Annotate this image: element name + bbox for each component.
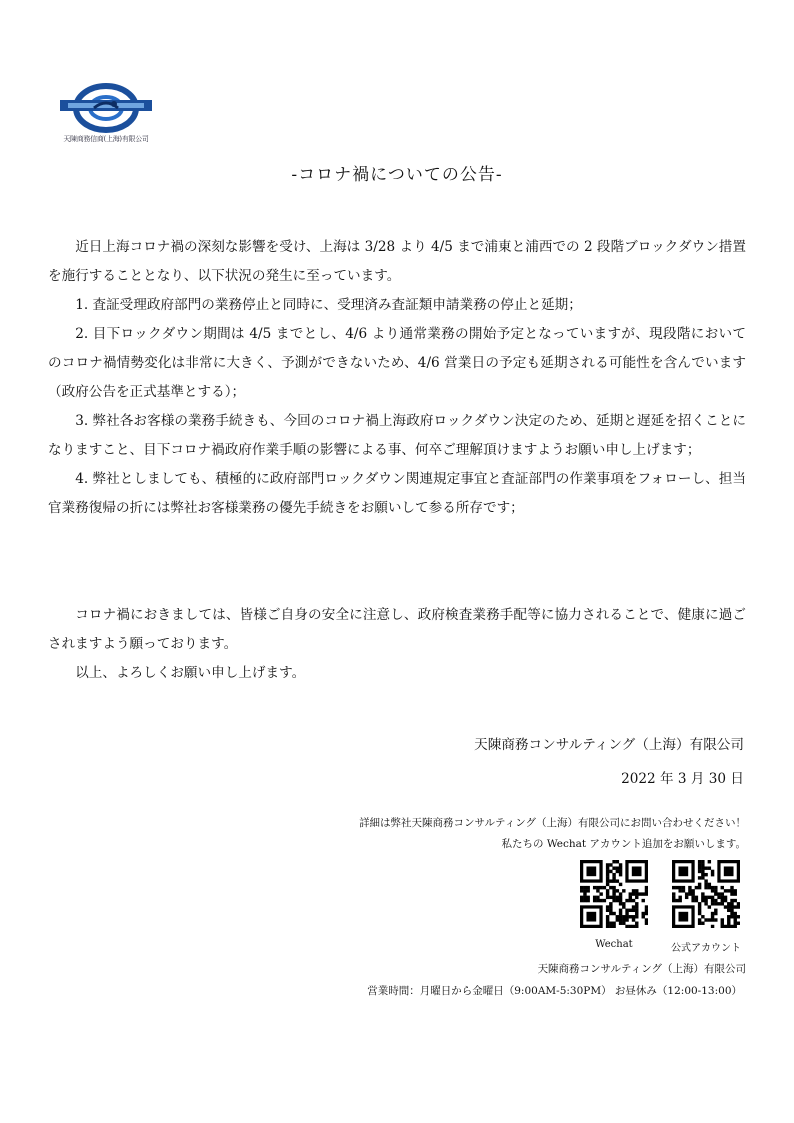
contact-line-2: 私たちの Wechat アカウント追加をお願いします。 xyxy=(501,838,746,850)
official-account-qr-code xyxy=(672,860,740,928)
intro-paragraph: 近日上海コロナ禍の深刻な影響を受け、上海は 3/28 より 4/5 まで浦東と浦西での 2 段階ブロックダウン措置を施行することとなり、以下状況の発生に至っています。 xyxy=(48,239,746,284)
signature-company: 天陳商務コンサルティング（上海）有限公司 xyxy=(474,737,744,753)
company-logo xyxy=(54,82,158,144)
contact-line-1: 詳細は弊社天陳商務コンサルティング（上海）有限公司にお問い合わせください！ xyxy=(359,817,746,829)
closing-section xyxy=(48,601,746,688)
logo-emblem-icon xyxy=(54,82,158,136)
contact-company: 天陳商務コンサルティング（上海）有限公司 xyxy=(537,963,746,975)
closing-regards: 以上、よろしくお願い申し上げます。 xyxy=(75,665,306,681)
qr-code-icon xyxy=(672,860,740,928)
official-account-qr-label: 公式アカウント xyxy=(671,943,741,954)
item-1-paragraph: 1. 査証受理政府部門の業務停止と同時に、受理済み査証類申請業務の停止と延期； xyxy=(75,297,582,313)
qr-code-icon xyxy=(580,860,648,928)
page-title: -コロナ禍についての公告- xyxy=(291,165,503,185)
item-3-paragraph: 3. 弊社各お客様の業務手続きも、今回のコロナ禍上海政府ロックダウン決定のため、延期と遅延を招くことになりますこと、目下コロナ禍政府作業手順の影響による事、何卒ご理解頂けますようお願い申し上げます； xyxy=(48,413,746,458)
item-2-paragraph: 2. 目下ロックダウン期間は 4/5 までとし、4/6 より通常業務の開始予定となっていますが、現段階においてのコロナ禍情勢変化は非常に大きく、予測ができないため、4/6 営業日の予定も延期される可能性を含んでいます（政府公告を正式基準とする）； xyxy=(48,326,746,400)
business-hours: 営業時間：月曜日から金曜日（9:00AM-5:30PM） お昼休み（12:00-13:00） xyxy=(367,985,742,997)
closing-paragraph: コロナ禍におきましては、皆様ご自身の安全に注意し、政府検査業務手配等に協力されることで、健康に過ごされますよう願っております。 xyxy=(48,607,746,652)
signature-date: 2022 年 3 月 30 日 xyxy=(621,771,744,787)
item-4-paragraph: 4. 弊社としましても、積極的に政府部門ロックダウン関連規定事宜と査証部門の作業事項をフォローし、担当官業務復帰の折には弊社お客様業務の優先手続きをお願いして参る所存です； xyxy=(48,471,746,516)
wechat-qr-label: Wechat xyxy=(595,939,633,950)
wechat-qr-code xyxy=(580,860,648,928)
notice-body xyxy=(48,233,746,523)
logo-caption: 天陳商務信商(上海)有限公司 xyxy=(63,135,149,143)
